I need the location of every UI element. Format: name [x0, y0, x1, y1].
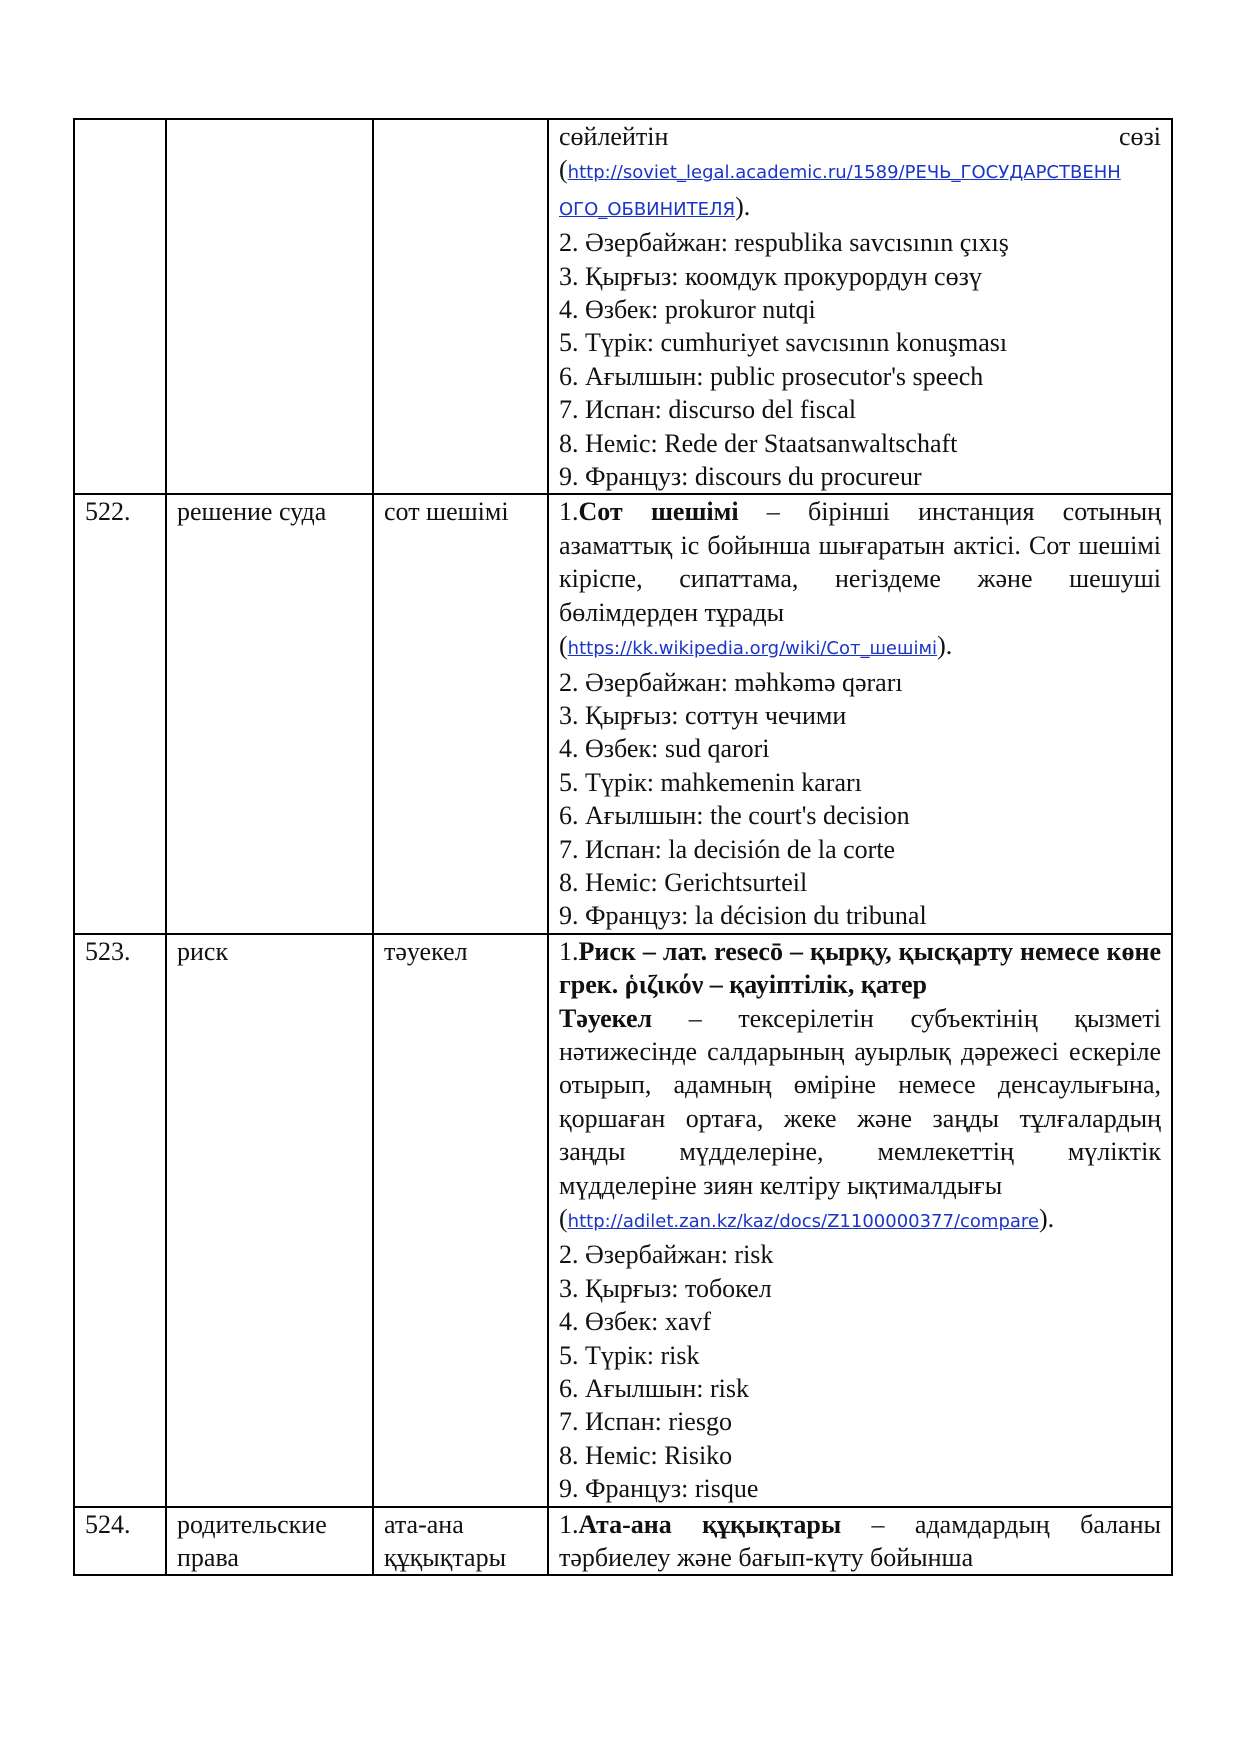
table-row [74, 494, 1172, 933]
translation-item: 6. Ағылшын: public prosecutor's speech [559, 361, 984, 391]
translation-item: 2. Әзербайжан: respublika savcısının çıxış [559, 228, 1009, 258]
translation-item: 5. Түрік: mahkemenin kararı [559, 767, 862, 797]
translation-item: 8. Неміс: Gerichtsurteil [559, 867, 808, 897]
source-link[interactable]: http://soviet_legal.academic.ru/1589/РЕЧЬ_ГОСУДАРСТВЕНН ОГО_ОБВИНИТЕЛЯ [559, 162, 1121, 220]
table-row [74, 934, 1172, 1507]
translation-item: 9. Француз: la décision du tribunal [559, 901, 927, 931]
table-row [74, 1507, 1172, 1576]
translation-item: 7. Испан: discurso del fiscal [559, 395, 857, 425]
translation-item: 2. Әзербайжан: məhkəmə qərarı [559, 667, 903, 697]
translation-item: 6. Ағылшын: the court's decision [559, 801, 910, 831]
definition-text: 1.Ата-ана құқықтары – адамдардың баланы тәрбиелеу және бағып-күту бойынша [559, 1509, 1161, 1573]
translation-item: 6. Ағылшын: risk [559, 1374, 750, 1404]
translation-item: 4. Өзбек: prokuror nutqi [559, 295, 816, 325]
source-link[interactable]: https://kk.wikipedia.org/wiki/Сот_шешімі [567, 638, 938, 660]
definition-etymology: 1.Риск – лат. resecō – қырқу, қысқарту немесе көне грек. ῥιζικόν – қауіптілік, қатер [559, 936, 1161, 1000]
translation-item: 5. Түрік: cumhuriyet savcısının konuşması [559, 328, 1008, 358]
definition-term: Ата-ана құқықтары [578, 1509, 842, 1539]
definition-term: Риск – лат. resecō – қырқу, қысқарту немесе көне грек. ῥιζικόν – қауіптілік, қатер [559, 936, 1161, 1000]
definition-term: Сот шешімі [578, 497, 739, 527]
glossary-table [73, 118, 1173, 1576]
translation-item: 9. Француз: risque [559, 1474, 759, 1504]
kazakh-term: сот шешімі [373, 494, 548, 933]
entry-number [74, 119, 166, 494]
definition-cell [548, 934, 1172, 1507]
russian-term: решение суда [166, 494, 373, 933]
translation-item: 3. Қырғыз: коомдук прокурордун сөзү [559, 261, 982, 291]
source-citation: (https://kk.wikipedia.org/wiki/Сот_шешімі). [559, 631, 953, 661]
definition-text: Тәуекел – тексерілетін субъектінің қызметі нәтижесінде салдарының ауырлық дәрежесі ескеріле отырып, адамның өміріне немесе денсаулығына, қоршаған ортаға, жеке және заңды тұлғалардың заңды мүдделеріне, мемлекеттің мүліктік мүдделеріне зиян келтіру ықтималдығы [559, 1003, 1161, 1200]
kazakh-term [373, 119, 548, 494]
definition-cell [548, 494, 1172, 933]
translation-item: 8. Неміс: Rede der Staatsanwaltschaft [559, 428, 958, 458]
table-row [74, 119, 1172, 494]
russian-term: риск [166, 934, 373, 1507]
source-link[interactable]: http://adilet.zan.kz/kaz/docs/Z1100000377/compare [567, 1211, 1039, 1232]
kazakh-term: ата-ана құқықтары [373, 1507, 548, 1576]
entry-number: 522. [74, 494, 166, 933]
translation-item: 7. Испан: la decisión de la corte [559, 834, 896, 864]
translation-item: 3. Қырғыз: соттун чечими [559, 700, 847, 730]
definition-text: 1.Сот шешімі – бірінші инстанция сотының азаматтық іс бойынша шығаратын актісі. Сот шешімі кіріспе, сипаттама, негіздеме және шешуші бөлімдерден тұрады [559, 497, 1161, 627]
definition-cell [548, 119, 1172, 494]
translation-item: 5. Түрік: risk [559, 1340, 700, 1370]
source-citation: (http://soviet_legal.academic.ru/1589/РЕЧЬ_ГОСУДАРСТВЕНН ОГО_ОБВИНИТЕЛЯ). [559, 155, 1121, 221]
translation-item: 8. Неміс: Risiko [559, 1440, 733, 1470]
entry-number: 524. [74, 1507, 166, 1576]
translation-item: 4. Өзбек: xavf [559, 1307, 712, 1337]
translation-item: 2. Әзербайжан: risk [559, 1240, 774, 1270]
translation-item: 3. Қырғыз: тобокел [559, 1273, 772, 1303]
entry-number: 523. [74, 934, 166, 1507]
translation-item: 4. Өзбек: sud qarori [559, 734, 770, 764]
definition-term: Тәуекел [559, 1003, 653, 1033]
source-citation: (http://adilet.zan.kz/kaz/docs/Z1100000377/compare). [559, 1204, 1055, 1233]
definition-cell [548, 1507, 1172, 1576]
translation-item: 9. Француз: discours du procureur [559, 462, 922, 492]
definition-text: сөйлейтін сөзі [559, 122, 1161, 151]
kazakh-term: тәуекел [373, 934, 548, 1507]
russian-term: родительские права [166, 1507, 373, 1576]
translation-item: 7. Испан: riesgo [559, 1407, 732, 1437]
russian-term [166, 119, 373, 494]
